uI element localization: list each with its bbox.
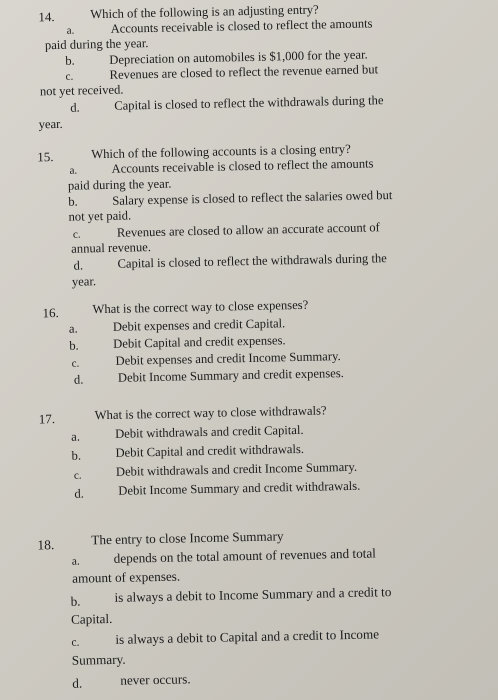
option-text: Depreciation on automobiles is $1,000 for the year. xyxy=(109,47,368,67)
option-text-continued: Capital. xyxy=(70,610,113,627)
option-letter: d. xyxy=(70,100,80,115)
option-letter: b. xyxy=(69,338,79,353)
option-letter: b. xyxy=(65,53,75,68)
option-letter: d. xyxy=(73,372,84,387)
option-text: Debit withdrawals and credit Income Summary. xyxy=(115,459,358,479)
option-text: never occurs. xyxy=(120,671,191,688)
option-text-continued: Summary. xyxy=(71,651,126,668)
option-letter: b. xyxy=(71,448,82,463)
option-text: Capital is closed to reflect the withdrawals during the xyxy=(114,93,384,113)
option-text: Debit Capital and credit withdrawals. xyxy=(115,441,305,460)
option-letter: c. xyxy=(71,636,80,649)
option-text: Accounts receivable is closed to reflect the amounts xyxy=(110,16,373,36)
option-text: Revenues are closed to reflect the revenue earned but xyxy=(109,62,379,82)
option-text: Debit expenses and credit Income Summary. xyxy=(115,349,341,368)
option-text: Debit Income Summary and credit expenses. xyxy=(117,366,344,385)
option-letter: c. xyxy=(72,228,81,241)
option-letter: a. xyxy=(71,429,81,444)
option-text: Debit withdrawals and credit Capital. xyxy=(114,422,304,441)
option-text-continued: not yet paid. xyxy=(68,208,132,224)
option-text-continued: amount of expenses. xyxy=(71,568,181,586)
option-letter: c. xyxy=(73,469,82,482)
option-text: depends on the total amount of revenues and total xyxy=(113,545,377,566)
option-text-continued: year. xyxy=(38,116,63,132)
option-letter: a. xyxy=(69,164,78,177)
question-number: 18. xyxy=(37,537,55,553)
option-letter: a. xyxy=(71,555,80,568)
option-letter: b. xyxy=(68,194,78,209)
question-stem: Which of the following is an adjusting entry? xyxy=(90,2,319,22)
option-text: Capital is closed to reflect the withdrawals during the xyxy=(117,251,387,271)
option-text-continued: year. xyxy=(71,274,97,289)
option-letter: b. xyxy=(70,593,81,609)
question-stem: Which of the following accounts is a closing entry? xyxy=(91,141,351,162)
question-stem: What is the correct way to close withdrawals? xyxy=(94,403,327,423)
option-text: Debit expenses and credit Capital. xyxy=(112,316,286,334)
option-text: Debit Income Summary and credit withdrawals. xyxy=(118,478,361,498)
option-text: Revenues are closed to allow an accurate account of xyxy=(116,220,380,240)
option-letter: c. xyxy=(71,357,80,370)
option-letter: d. xyxy=(74,486,84,501)
option-letter: d. xyxy=(72,675,83,691)
question-stem: What is the correct way to close expenses? xyxy=(92,297,309,317)
option-text-continued: paid during the year. xyxy=(67,176,172,193)
question-number: 17. xyxy=(38,411,56,427)
option-letter: c. xyxy=(65,70,74,83)
worksheet-page xyxy=(8,0,498,700)
option-text: Accounts receivable is closed to reflect the amounts xyxy=(111,156,374,176)
question-number: 14. xyxy=(38,9,55,25)
option-letter: d. xyxy=(73,258,84,273)
option-text-continued: paid during the year. xyxy=(44,36,149,53)
option-text-continued: not yet received. xyxy=(39,82,124,99)
option-text: is always a debit to Capital and a credit to Income xyxy=(115,626,380,647)
option-text: is always a debit to Income Summary and a credit to xyxy=(114,584,392,605)
option-text: Salary expense is closed to reflect the salaries owed but xyxy=(112,187,393,208)
option-text: Debit Capital and credit expenses. xyxy=(113,333,286,351)
question-number: 16. xyxy=(42,305,59,321)
option-text-continued: annual revenue. xyxy=(71,240,152,256)
option-letter: a. xyxy=(66,24,75,37)
question-stem: The entry to close Income Summary xyxy=(91,528,284,548)
question-number: 15. xyxy=(37,149,54,165)
option-letter: a. xyxy=(68,321,78,336)
